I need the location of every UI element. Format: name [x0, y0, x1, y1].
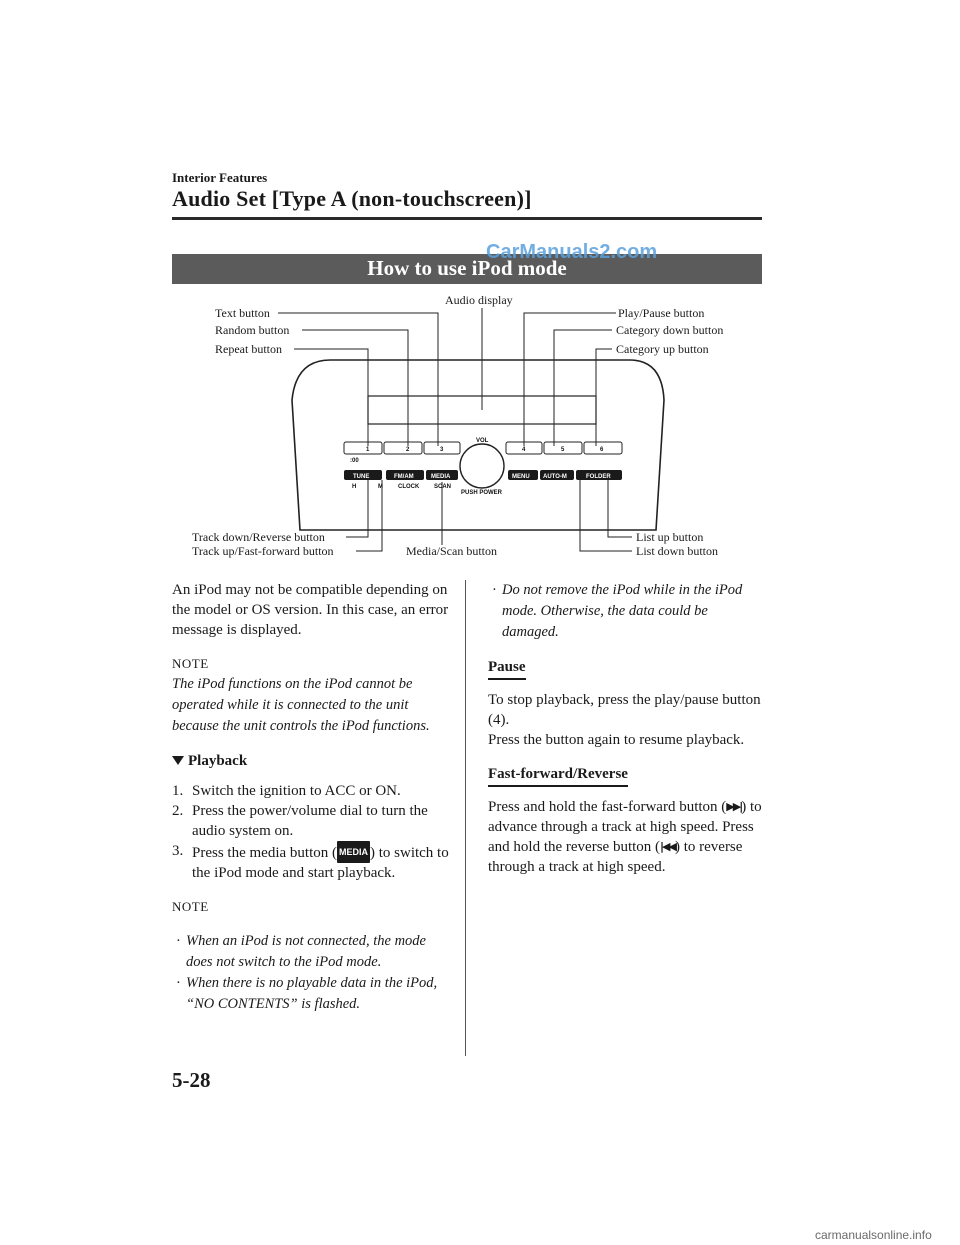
- step-item: [172, 781, 454, 801]
- preset-button-1[interactable]: [344, 442, 382, 454]
- note-bullet: [172, 931, 454, 973]
- step-number: 1.: [172, 783, 184, 799]
- m-label: M: [378, 484, 383, 490]
- bullet-dot-icon: ·: [176, 975, 181, 991]
- page-title: Audio Set [Type A (non-touchscreen)]: [172, 186, 532, 211]
- label-media-scan-button: Media/Scan button: [406, 544, 497, 558]
- leader-lines: [278, 308, 632, 551]
- step-number: 3.: [172, 843, 184, 859]
- rev-text-post: ) to reverse through a track at high speed.: [488, 839, 743, 875]
- note-heading-2: NOTE: [172, 899, 209, 914]
- preset-label-1: 1: [366, 447, 370, 453]
- clock-label: CLOCK: [398, 484, 420, 490]
- push-power-label: PUSH POWER: [461, 490, 503, 496]
- section-label: Interior Features: [172, 170, 268, 185]
- caution-bullet-text: Do not remove the iPod while in the iPod mode. Otherwise, the data could be damaged.: [502, 582, 743, 640]
- bullet-dot-icon: ·: [492, 582, 497, 598]
- label-random-button: Random button: [215, 323, 290, 337]
- bullet-dot-icon: ·: [176, 933, 181, 949]
- pause-heading: Pause: [488, 657, 526, 680]
- playback-heading-text: Playback: [188, 753, 248, 769]
- section-banner-title: How to use iPod mode: [367, 256, 567, 280]
- preset-label-2: 2: [406, 447, 410, 453]
- step-text-post: ) to switch to the iPod mode and start playback.: [192, 845, 449, 881]
- pause-text-2: Press the button again to resume playback.: [488, 732, 745, 748]
- label-repeat-button: Repeat button: [215, 342, 282, 356]
- autom-label: AUTO-M: [543, 474, 567, 480]
- step-text-pre: Press the media button (: [192, 845, 337, 861]
- scan-label: SCAN: [434, 484, 452, 490]
- preset-label-3: 3: [440, 447, 444, 453]
- label-audio-display: Audio display: [445, 293, 513, 307]
- h-label: H: [352, 484, 357, 490]
- step-text: Switch the ignition to ACC or ON.: [192, 783, 401, 799]
- ff-text-post: ) to advance through a track at high speed.: [488, 799, 762, 835]
- label-track-up-button: Track up/Fast-forward button: [192, 544, 334, 558]
- volume-knob[interactable]: [460, 444, 504, 488]
- vol-label: VOL: [476, 438, 489, 444]
- note-bullet-text: When there is no playable data in the iPod, “NO CONTENTS” is flashed.: [186, 975, 438, 1012]
- watermark-text: CarManuals2.com: [486, 241, 658, 263]
- note-heading: NOTE: [172, 656, 209, 671]
- label-play-pause-button: Play/Pause button: [618, 306, 705, 320]
- fast-forward-icon: ▶▶|: [726, 800, 742, 813]
- playback-heading: [172, 751, 454, 771]
- preset-sub-label: :00: [350, 458, 359, 464]
- note-bullets: [172, 931, 454, 1015]
- label-category-down-button: Category down button: [616, 323, 724, 337]
- label-track-down-button: Track down/Reverse button: [192, 530, 325, 544]
- caution-bullet: [488, 580, 768, 643]
- page-number: 5-28: [172, 1068, 211, 1092]
- preset-label-5: 5: [561, 447, 565, 453]
- right-column: [488, 580, 768, 877]
- step-item: [172, 841, 454, 883]
- triangle-down-icon: [172, 756, 184, 765]
- tune-label: TUNE: [353, 474, 370, 480]
- audio-unit-diagram: [0, 0, 960, 580]
- pause-text-1: To stop playback, press the play/pause button (4).: [488, 692, 761, 728]
- label-list-up-button: List up button: [636, 530, 704, 544]
- label-list-down-button: List down button: [636, 544, 719, 558]
- label-text-button: Text button: [215, 306, 270, 320]
- media-button-icon: MEDIA: [337, 841, 370, 863]
- preset-label-6: 6: [600, 447, 604, 453]
- intro-paragraph: An iPod may not be compatible depending on the model or OS version. In this case, an error message is displayed.: [172, 582, 449, 638]
- note-bullet: [172, 973, 454, 1015]
- step-number: 2.: [172, 803, 184, 819]
- preset-label-4: 4: [522, 447, 526, 453]
- reverse-icon: |◀◀: [660, 840, 675, 853]
- ffrev-heading: Fast-forward/Reverse: [488, 764, 628, 787]
- ffrev-text: [488, 797, 768, 877]
- note-text: The iPod functions on the iPod cannot be operated while it is connected to the unit because the unit controls the iPod functions.: [172, 676, 430, 734]
- fmam-label: FM/AM: [394, 474, 414, 480]
- ff-text-pre: Press and hold the fast-forward button (: [488, 799, 727, 815]
- label-category-up-button: Category up button: [616, 342, 709, 356]
- step-item: [172, 801, 454, 841]
- step-text: Press the power/volume dial to turn the audio system on.: [192, 803, 428, 839]
- media-label: MEDIA: [431, 474, 451, 480]
- menu-label: MENU: [512, 474, 530, 480]
- left-column: [172, 580, 454, 1015]
- footer-url: carmanualsonline.info: [815, 1228, 932, 1242]
- note-bullet-text: When an iPod is not connected, the mode does not switch to the iPod mode.: [186, 933, 426, 970]
- column-divider: [465, 580, 466, 1056]
- caution-bullets: [488, 580, 768, 643]
- folder-label: FOLDER: [586, 474, 611, 480]
- rev-text-pre: Press and hold the reverse button (: [488, 819, 754, 855]
- preset-button-2[interactable]: [384, 442, 422, 454]
- playback-steps: [172, 781, 454, 883]
